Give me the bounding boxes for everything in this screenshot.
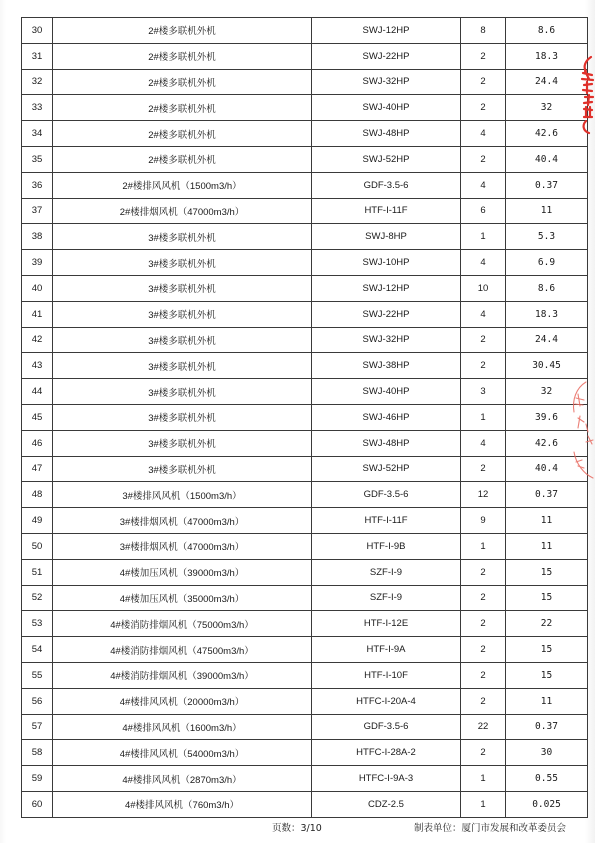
equipment-name-cell: 3#楼排烟风机（47000m3/h） <box>53 508 312 534</box>
table-row <box>22 714 588 740</box>
equipment-name-cell: 4#楼加压风机（35000m3/h） <box>53 585 312 611</box>
equipment-name-cell: 3#楼多联机外机 <box>53 430 312 456</box>
equipment-name-cell: 4#楼排风风机（2870m3/h） <box>53 766 312 792</box>
row-number-cell: 37 <box>22 198 53 224</box>
equipment-table <box>21 17 588 818</box>
table-row <box>22 559 588 585</box>
equipment-name-cell: 4#楼消防排烟风机（75000m3/h） <box>53 611 312 637</box>
row-number-cell: 43 <box>22 353 53 379</box>
quantity-cell: 10 <box>461 275 506 301</box>
table-row <box>22 224 588 250</box>
model-cell: HTF-I-11F <box>312 508 461 534</box>
table-row <box>22 121 588 147</box>
table-row <box>22 301 588 327</box>
table-row <box>22 198 588 224</box>
power-value-cell: 32 <box>506 379 588 405</box>
quantity-cell: 6 <box>461 198 506 224</box>
table-row <box>22 662 588 688</box>
row-number-cell: 36 <box>22 172 53 198</box>
equipment-name-cell: 2#楼多联机外机 <box>53 69 312 95</box>
table-row <box>22 353 588 379</box>
model-cell: SWJ-52HP <box>312 456 461 482</box>
row-number-cell: 59 <box>22 766 53 792</box>
model-cell: GDF-3.5-6 <box>312 172 461 198</box>
table-row <box>22 327 588 353</box>
equipment-name-cell: 2#楼多联机外机 <box>53 121 312 147</box>
partial-seal-icon <box>566 378 595 488</box>
row-number-cell: 42 <box>22 327 53 353</box>
row-number-cell: 54 <box>22 637 53 663</box>
table-row <box>22 611 588 637</box>
quantity-cell: 1 <box>461 404 506 430</box>
row-number-cell: 40 <box>22 275 53 301</box>
equipment-name-cell: 2#楼多联机外机 <box>53 43 312 69</box>
row-number-cell: 60 <box>22 791 53 817</box>
power-value-cell: 30 <box>506 740 588 766</box>
power-value-cell: 18.3 <box>506 43 588 69</box>
model-cell: HTFC-I-9A-3 <box>312 766 461 792</box>
power-value-cell: 8.6 <box>506 18 588 44</box>
quantity-cell: 2 <box>461 456 506 482</box>
equipment-name-cell: 4#楼消防排烟风机（47500m3/h） <box>53 637 312 663</box>
quantity-cell: 2 <box>461 637 506 663</box>
table-row <box>22 43 588 69</box>
equipment-name-cell: 2#楼多联机外机 <box>53 95 312 121</box>
power-value-cell: 0.55 <box>506 766 588 792</box>
row-number-cell: 34 <box>22 121 53 147</box>
power-value-cell: 0.37 <box>506 482 588 508</box>
model-cell: HTF-I-11F <box>312 198 461 224</box>
model-cell: SWJ-52HP <box>312 146 461 172</box>
model-cell: SWJ-32HP <box>312 69 461 95</box>
power-value-cell: 15 <box>506 559 588 585</box>
quantity-cell: 2 <box>461 95 506 121</box>
equipment-name-cell: 4#楼排风风机（1600m3/h） <box>53 714 312 740</box>
quantity-cell: 3 <box>461 379 506 405</box>
quantity-cell: 2 <box>461 43 506 69</box>
row-number-cell: 50 <box>22 533 53 559</box>
quantity-cell: 8 <box>461 18 506 44</box>
quantity-cell: 2 <box>461 662 506 688</box>
model-cell: SWJ-22HP <box>312 301 461 327</box>
equipment-name-cell: 2#楼多联机外机 <box>53 146 312 172</box>
table-row <box>22 69 588 95</box>
equipment-name-cell: 4#楼消防排烟风机（39000m3/h） <box>53 662 312 688</box>
quantity-cell: 4 <box>461 301 506 327</box>
equipment-name-cell: 3#楼多联机外机 <box>53 379 312 405</box>
equipment-table-body <box>22 18 588 818</box>
equipment-name-cell: 2#楼排风风机（1500m3/h） <box>53 172 312 198</box>
quantity-cell: 1 <box>461 224 506 250</box>
equipment-name-cell: 3#楼多联机外机 <box>53 275 312 301</box>
power-value-cell: 39.6 <box>506 404 588 430</box>
table-row <box>22 533 588 559</box>
model-cell: SWJ-12HP <box>312 275 461 301</box>
model-cell: HTF-I-9B <box>312 533 461 559</box>
equipment-name-cell: 2#楼多联机外机 <box>53 18 312 44</box>
power-value-cell: 15 <box>506 637 588 663</box>
table-row <box>22 456 588 482</box>
quantity-cell: 4 <box>461 121 506 147</box>
equipment-name-cell: 4#楼排风风机（760m3/h） <box>53 791 312 817</box>
model-cell: SWJ-40HP <box>312 95 461 121</box>
power-value-cell: 11 <box>506 508 588 534</box>
table-row <box>22 766 588 792</box>
row-number-cell: 41 <box>22 301 53 327</box>
model-cell: SWJ-32HP <box>312 327 461 353</box>
table-row <box>22 508 588 534</box>
quantity-cell: 2 <box>461 69 506 95</box>
table-row <box>22 688 588 714</box>
row-number-cell: 30 <box>22 18 53 44</box>
power-value-cell: 0.025 <box>506 791 588 817</box>
equipment-name-cell: 3#楼排风风机（1500m3/h） <box>53 482 312 508</box>
row-number-cell: 32 <box>22 69 53 95</box>
quantity-cell: 22 <box>461 714 506 740</box>
model-cell: SWJ-40HP <box>312 379 461 405</box>
model-cell: SWJ-22HP <box>312 43 461 69</box>
equipment-name-cell: 3#楼多联机外机 <box>53 456 312 482</box>
table-row <box>22 379 588 405</box>
model-cell: SWJ-12HP <box>312 18 461 44</box>
power-value-cell: 40.4 <box>506 456 588 482</box>
model-cell: SWJ-46HP <box>312 404 461 430</box>
table-row <box>22 585 588 611</box>
table-row <box>22 637 588 663</box>
power-value-cell: 11 <box>506 533 588 559</box>
quantity-cell: 2 <box>461 327 506 353</box>
power-value-cell: 32 <box>506 95 588 121</box>
table-row <box>22 18 588 44</box>
row-number-cell: 51 <box>22 559 53 585</box>
equipment-name-cell: 3#楼多联机外机 <box>53 327 312 353</box>
row-number-cell: 45 <box>22 404 53 430</box>
row-number-cell: 48 <box>22 482 53 508</box>
model-cell: HTFC-I-28A-2 <box>312 740 461 766</box>
row-number-cell: 44 <box>22 379 53 405</box>
power-value-cell: 15 <box>506 662 588 688</box>
model-cell: SWJ-48HP <box>312 430 461 456</box>
model-cell: SWJ-10HP <box>312 250 461 276</box>
row-number-cell: 56 <box>22 688 53 714</box>
model-cell: SZF-I-9 <box>312 585 461 611</box>
table-row <box>22 146 588 172</box>
power-value-cell: 6.9 <box>506 250 588 276</box>
model-cell: SWJ-48HP <box>312 121 461 147</box>
quantity-cell: 4 <box>461 250 506 276</box>
power-value-cell: 0.37 <box>506 172 588 198</box>
power-value-cell: 11 <box>506 688 588 714</box>
quantity-cell: 9 <box>461 508 506 534</box>
power-value-cell: 18.3 <box>506 301 588 327</box>
quantity-cell: 2 <box>461 740 506 766</box>
equipment-name-cell: 3#楼排烟风机（47000m3/h） <box>53 533 312 559</box>
quantity-cell: 1 <box>461 766 506 792</box>
model-cell: GDF-3.5-6 <box>312 714 461 740</box>
power-value-cell: 24.4 <box>506 327 588 353</box>
power-value-cell: 42.6 <box>506 430 588 456</box>
equipment-name-cell: 4#楼排风风机（54000m3/h） <box>53 740 312 766</box>
model-cell: GDF-3.5-6 <box>312 482 461 508</box>
power-value-cell: 42.6 <box>506 121 588 147</box>
table-row <box>22 250 588 276</box>
row-number-cell: 39 <box>22 250 53 276</box>
row-number-cell: 57 <box>22 714 53 740</box>
row-number-cell: 46 <box>22 430 53 456</box>
equipment-name-cell: 2#楼排烟风机（47000m3/h） <box>53 198 312 224</box>
model-cell: CDZ-2.5 <box>312 791 461 817</box>
page-number: 页数：3/10 <box>272 823 322 834</box>
model-cell: HTF-I-12E <box>312 611 461 637</box>
row-number-cell: 38 <box>22 224 53 250</box>
equipment-name-cell: 3#楼多联机外机 <box>53 250 312 276</box>
quantity-cell: 2 <box>461 559 506 585</box>
power-value-cell: 40.4 <box>506 146 588 172</box>
equipment-name-cell: 4#楼加压风机（39000m3/h） <box>53 559 312 585</box>
quantity-cell: 4 <box>461 430 506 456</box>
model-cell: SWJ-38HP <box>312 353 461 379</box>
power-value-cell: 24.4 <box>506 69 588 95</box>
row-number-cell: 47 <box>22 456 53 482</box>
row-number-cell: 33 <box>22 95 53 121</box>
table-row <box>22 275 588 301</box>
row-number-cell: 35 <box>22 146 53 172</box>
equipment-name-cell: 3#楼多联机外机 <box>53 224 312 250</box>
power-value-cell: 30.45 <box>506 353 588 379</box>
row-number-cell: 55 <box>22 662 53 688</box>
quantity-cell: 2 <box>461 585 506 611</box>
power-value-cell: 15 <box>506 585 588 611</box>
model-cell: HTF-I-9A <box>312 637 461 663</box>
quantity-cell: 1 <box>461 791 506 817</box>
quantity-cell: 2 <box>461 688 506 714</box>
equipment-name-cell: 3#楼多联机外机 <box>53 353 312 379</box>
table-row <box>22 791 588 817</box>
table-row <box>22 482 588 508</box>
equipment-name-cell: 4#楼排风风机（20000m3/h） <box>53 688 312 714</box>
power-value-cell: 11 <box>506 198 588 224</box>
issuing-organization: 制表单位：厦门市发展和改革委员会 <box>414 823 567 834</box>
table-row <box>22 95 588 121</box>
quantity-cell: 1 <box>461 533 506 559</box>
seal-stamp-icon <box>577 55 595 135</box>
table-row <box>22 404 588 430</box>
quantity-cell: 2 <box>461 353 506 379</box>
power-value-cell: 0.37 <box>506 714 588 740</box>
table-row <box>22 740 588 766</box>
power-value-cell: 8.6 <box>506 275 588 301</box>
row-number-cell: 31 <box>22 43 53 69</box>
row-number-cell: 58 <box>22 740 53 766</box>
quantity-cell: 2 <box>461 611 506 637</box>
model-cell: HTFC-I-20A-4 <box>312 688 461 714</box>
equipment-name-cell: 3#楼多联机外机 <box>53 301 312 327</box>
quantity-cell: 12 <box>461 482 506 508</box>
quantity-cell: 2 <box>461 146 506 172</box>
row-number-cell: 49 <box>22 508 53 534</box>
power-value-cell: 22 <box>506 611 588 637</box>
equipment-name-cell: 3#楼多联机外机 <box>53 404 312 430</box>
model-cell: SZF-I-9 <box>312 559 461 585</box>
power-value-cell: 5.3 <box>506 224 588 250</box>
table-row <box>22 430 588 456</box>
table-row <box>22 172 588 198</box>
row-number-cell: 53 <box>22 611 53 637</box>
row-number-cell: 52 <box>22 585 53 611</box>
model-cell: HTF-I-10F <box>312 662 461 688</box>
quantity-cell: 4 <box>461 172 506 198</box>
model-cell: SWJ-8HP <box>312 224 461 250</box>
